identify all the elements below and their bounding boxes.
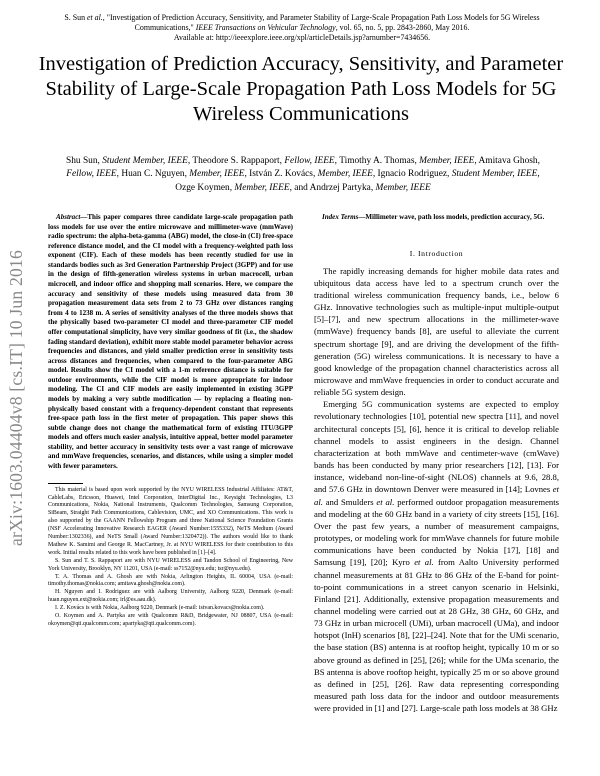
intro-paragraph: Emerging 5G communication systems are expected to employ revolutionary technologies [10], potential new spectra [11], and novel architectural concepts [5], [6], hence it is critical to develop reliable channel models to assist engineers in the design. Channel characterization at both mmWave and centimeter-wave (cmWave) bands has been conducted by many prior researchers [12], [13]. For instance, wideband non-line-of-sight (NLOS) channels at 9.6, 28.8, and 57.6 GHz in downtown Denver were measured in [14]; Lovnes et al. and Smulders et al. performed outdoor propagation measurements and modeling at the 60 GHz band in a variety of city streets [15], [16]. Over the past few years, a number of measurement campaigns, prototypes, or modeling work for mmWave channels for future mobile communications have been conducted by Nokia [17], [18] and Samsung [19], [20]; Kyro et al. from Aalto University performed channel measurements at 81 GHz to 86 GHz of the E-band for point-to-point communications in a street canyon scenario in Helsinki, Finland [21]. Additionally, extensive propagation measurements and channel modeling were carried out at 28 GHz, 38 GHz, 60 GHz, and 73 GHz in urban microcell (UMi), urban macrocell (UMa), and indoor hotspot (InH) scenarios [8], [22]–[24]. Note that for the UMi scenario, the base station (BS) antenna is at rooftop height, typically 10 m or so above ground as defined in [25], [26]; while for the UMa scenario, the BS antenna is above rooftop height, typically 25 m or so above ground as defined in [25], [26]. Raw data representing corresponding measured path loss data for the indoor and outdoor measurements were provided in [1] and [27]. Large-scale path loss models at 38 GHz (314, 399, 559, 714)
footnote-funding: This material is based upon work supported by the NYU WIRELESS Industrial Affiliates: AT&T, CableLabs, Ericsson, Huawei, Intel Corporation, InterDigital Inc., Keysight Technologies, L3 Communications, Nokia, National Instruments, Qualcomm Technologies, Samsung Corporation, SiBeam, Straight Path Communications, Cablevision, UMC, and XO Communications. This work is also supported by the GAANN Fellowship Program and three National Science Foundation Grants (NSF Accelerating Innovative Research EAGER (Award Number:1555332), NeTS Medium (Award Number:1302336), and NeTS Small (Award Number:1320472)). The authors would like to thank Mathew K. Samimi and George R. MacCartney, Jr. at NYU WIRELESS for their contribution to this work. Initial results related to this work have been published in [1]–[4]. (48, 486, 293, 556)
footnote-affiliation: H. Nguyen and I. Rodriguez are with Aalborg University, Aalborg 9220, Denmark (e-mail: huan.nguyen.ext@nokia.com; irl@es.aau.dk). (48, 589, 293, 604)
abstract: Abstract—This paper compares three candidate large-scale propagation path loss models for use over the entire microwave and millimeter-wave (mmWave) radio spectrum: the alpha-beta-gamma (ABG) model, the close-in (CI) free-space reference distance model, and the CI model with a frequency-weighted path loss exponent (CIF). Each of these models has been recently studied for use in standards bodies such as 3rd Generation Partnership Project (3GPP) and for use in the design of fifth-generation wireless systems in urban macrocell, urban microcell, and indoor office and shopping mall scenarios. Here, we compare the accuracy and sensitivity of these models using measured data from 30 propagation measurement data sets from 2 to 73 GHz over distances ranging from 4 to 1238 m. A series of sensitivity analyses of the three models shows that the physically based two-parameter CI model and three-parameter CIF model offer computational simplicity, have very similar goodness of fit (i.e., the shadow fading standard deviation), exhibit more stable model parameter behavior across frequencies and distances, and yield smaller prediction error in sensitivity tests across distances and frequencies, when compared to the four-parameter ABG model. Results show the CI model with a 1-m reference distance is suitable for outdoor environments, while the CIF model is more appropriate for indoor modeling. The CI and CIF models are easily implemented in existing 3GPP models by making a very subtle modification — by replacing a floating non-physically based constant with a frequency-dependent constant that represents free-space path loss in the first meter of propagation. This paper shows this subtle change does not change the mathematical form of existing ITU/3GPP models and offers much easier analysis, intuitive appeal, better model parameter stability, and better accuracy in sensitivity tests over a vast range of microwave and mmWave frequencies, scenarios, and distances, while using a simpler model with fewer parameters. (48, 213, 293, 471)
journal-name: IEEE Transactions on Vehicular Technology (195, 23, 336, 32)
paper-title: Investigation of Prediction Accuracy, Sensitivity, and Parameter Stability of Large-Scale Propagation Path Loss Models for 5G Wireless Communications (38, 53, 564, 125)
footnote-affiliation: T. A. Thomas and A. Ghosh are with Nokia, Arlington Heights, IL 60004, USA (e-mail: timothy.thomas@nokia.com; amitava.ghosh@nokia.com). (48, 573, 293, 588)
intro-paragraph: The rapidly increasing demands for higher mobile data rates and ubiquitous data access have led to a spectrum crunch over the traditional wireless communication frequency bands, i.e., below 6 GHz. Innovative technologies such as multiple-input multiple-output [5]–[7], and new spectrum allocations in the millimeter-wave (mmWave) frequency bands [8], are useful to alleviate the current spectrum shortage [9], and are driving the development of the fifth-generation (5G) wireless communications. It is necessary to have a good knowledge of the propagation channel characteristics across all microwave and mmWave frequencies in order to conduct accurate and reliable 5G system design. (314, 265, 559, 398)
footnote-affiliation: S. Sun and T. S. Rappaport are with NYU WIRELESS and Tandon School of Engineering, New York University, Brooklyn, NY 11201, USA (e-mail: ss7152@nyu.edu; tsr@nyu.edu). (48, 557, 293, 572)
author-list: Shu Sun, Student Member, IEEE, Theodore S. Rappaport, Fellow, IEEE, Timothy A. Thomas, Member, IEEE, Amitava Ghosh, Fellow, IEEE, Huan C. Nguyen, Member, IEEE, István Z. Kovács, Member, IEEE, Ignacio Rodriguez, Student Member, IEEE, Ozge Koymen, Member, IEEE, and Andrzej Partyka, Member, IEEE (66, 156, 540, 193)
available-url[interactable]: Available at: http://ieeexplore.ieee.org/xpl/articleDetails.jsp?arnumber=7434656. (173, 33, 431, 42)
index-terms: Index Terms—Millimeter wave, path loss models, prediction accuracy, 5G. (322, 213, 545, 221)
footnote-affiliation: I. Z. Kovács is with Nokia, Aalborg 9220, Denmark (e-mail: istvan.kovacs@nokia.com). (55, 605, 265, 612)
right-column (314, 213, 559, 714)
footnote-divider (48, 483, 83, 484)
arxiv-stamp: arXiv:1603.04404v8 [cs.IT] 10 Jun 2016 (6, 250, 26, 546)
footnote-affiliation: O. Koymen and A. Partyka are with Qualcomm R&D, Bridgewater, NJ 08807, USA (e-mail: okoymen@qti.qualcomm.com; apartyka@qti.qualcomm.com). (48, 613, 293, 628)
left-column (48, 213, 293, 629)
citation-header: S. Sun et al., "Investigation of Prediction Accuracy, Sensitivity, and Parameter Stability of Large-Scale Propagation Path Loss Models for 5G Wireless Communications," IEEE Transactions on Vehicular Technology, vol. 65, no. 5, pp. 2843-2860, May 2016. Available at: http://ieeexplore.ieee.org/xpl/articleDetails.jsp?arnumber=7434656. (64, 13, 540, 42)
section-heading: I. Introduction (409, 248, 464, 258)
